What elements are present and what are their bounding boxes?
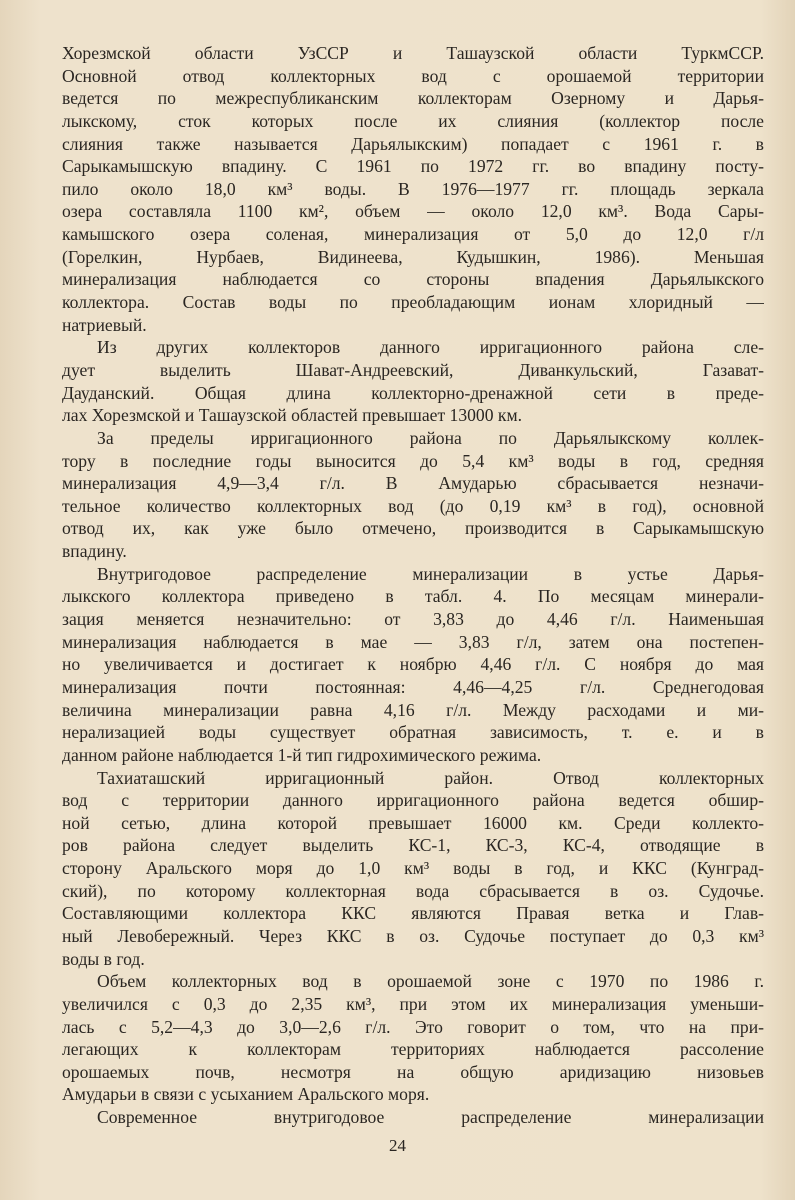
text-line: легающих к коллекторам территориях наблюдается рассоление (62, 1039, 764, 1060)
body-text (62, 42, 764, 1129)
text-line: ведется по межреспубликанским коллекторам Озерному и Дарья- (62, 88, 764, 109)
page-number: 24 (389, 1136, 406, 1155)
text-line: За пределы ирригационного района по Дарьялыкскому коллек- (97, 427, 764, 448)
text-line: Тахиаташский ирригационный район. Отвод коллекторных (97, 767, 764, 788)
text-line: Хорезмской области УзССР и Ташаузской области ТуркмССР. (62, 43, 764, 63)
text-line: Амударьи в связи с усыханием Аральского моря. (62, 1084, 430, 1105)
text-line: сторону Аральского моря до 1,0 км³ воды в год, и ККС (Кунград- (62, 858, 764, 879)
text-line: величина минерализации равна 4,16 г/л. Между расходами и ми- (62, 699, 764, 720)
text-line: воды в год. (62, 948, 145, 969)
text-line: ров района следует выделить КС-1, КС-3, КС-4, отводящие в (62, 835, 764, 856)
text-line: данном районе наблюдается 1-й тип гидрохимического режима. (62, 744, 542, 765)
text-line: коллектора. Состав воды по преобладающим ионам хлоридный — (62, 292, 764, 313)
text-line: Сарыкамышскую впадину. С 1961 по 1972 гг. во впадину посту- (62, 156, 764, 177)
text-line: увеличился с 0,3 до 2,35 км³, при этом их минерализация уменьши- (62, 993, 764, 1014)
text-line: ной сетью, длина которой превышает 16000 км. Среди коллекто- (62, 812, 764, 833)
text-line: минерализация наблюдается в мае — 3,83 г/л, затем она постепен- (62, 631, 764, 652)
text-line: минерализация почти постоянная: 4,46—4,25 г/л. Среднегодовая (62, 676, 764, 697)
text-line: Составляющими коллектора ККС являются Правая ветка и Глав- (62, 903, 764, 924)
text-line: ский), по которому коллекторная вода сбрасывается в оз. Судочье. (62, 880, 764, 901)
text-line: зация меняется незначительно: от 3,83 до 4,46 г/л. Наименьшая (62, 609, 764, 630)
text-line: минерализация 4,9—3,4 г/л. В Амударью сбрасывается незначи- (62, 473, 764, 494)
text-line: Объем коллекторных вод в орошаемой зоне с 1970 по 1986 г. (97, 971, 764, 992)
text-line: дует выделить Шават-Андреевский, Диванкульский, Газават- (62, 359, 764, 380)
text-line: лыкскому, сток которых после их слияния (коллектор после (62, 110, 764, 131)
text-line: ный Левобережный. Через ККС в оз. Судочье поступает до 0,3 км³ (62, 925, 764, 946)
text-line: натриевый. (62, 314, 147, 335)
text-line: нерализацией воды существует обратная зависимость, т. е. и в (62, 722, 764, 743)
text-line: лах Хорезмской и Ташаузской областей превышает 13000 км. (62, 405, 523, 426)
text-line: камышского озера соленая, минерализация от 5,0 до 12,0 г/л (62, 224, 764, 245)
text-line: но увеличивается и достигает к ноябрю 4,46 г/л. С ноября до мая (62, 654, 764, 675)
text-line: минерализация наблюдается со стороны впадения Дарьялыкского (62, 269, 764, 290)
text-line: озера составляла 1100 км², объем — около 12,0 км³. Вода Сары- (62, 201, 764, 222)
text-line: Из других коллекторов данного ирригационного района сле- (97, 337, 764, 358)
text-line: пило около 18,0 км³ воды. В 1976—1977 гг. площадь зеркала (62, 178, 764, 199)
text-line: лась с 5,2—4,3 до 3,0—2,6 г/л. Это говорит о том, что на при- (62, 1016, 764, 1037)
text-line: Дауданский. Общая длина коллекторно-дренажной сети в преде- (62, 382, 764, 403)
text-line: тору в последние годы выносится до 5,4 км³ воды в год, средняя (62, 450, 764, 471)
text-line: вод с территории данного ирригационного района ведется обшир- (62, 790, 764, 811)
text-line: орошаемых почв, несмотря на общую аридизацию низовьев (62, 1061, 764, 1082)
text-line: отвод их, как уже было отмечено, производится в Сарыкамышскую (62, 518, 764, 539)
text-line: впадину. (62, 541, 127, 562)
text-line: Современное внутригодовое распределение минерализации (97, 1107, 764, 1128)
text-line: Внутригодовое распределение минерализации в устье Дарья- (97, 563, 764, 584)
text-line: (Горелкин, Нурбаев, Видинеева, Кудышкин, 1986). Меньшая (62, 246, 764, 267)
text-line: лыкского коллектора приведено в табл. 4. По месяцам минерали- (62, 586, 764, 607)
text-line: слияния также называется Дарьялыкским) попадает с 1961 г. в (62, 133, 764, 154)
text-line: Основной отвод коллекторных вод с орошаемой территории (62, 65, 764, 86)
text-line: тельное количество коллекторных вод (до 0,19 км³ в год), основной (62, 495, 764, 516)
